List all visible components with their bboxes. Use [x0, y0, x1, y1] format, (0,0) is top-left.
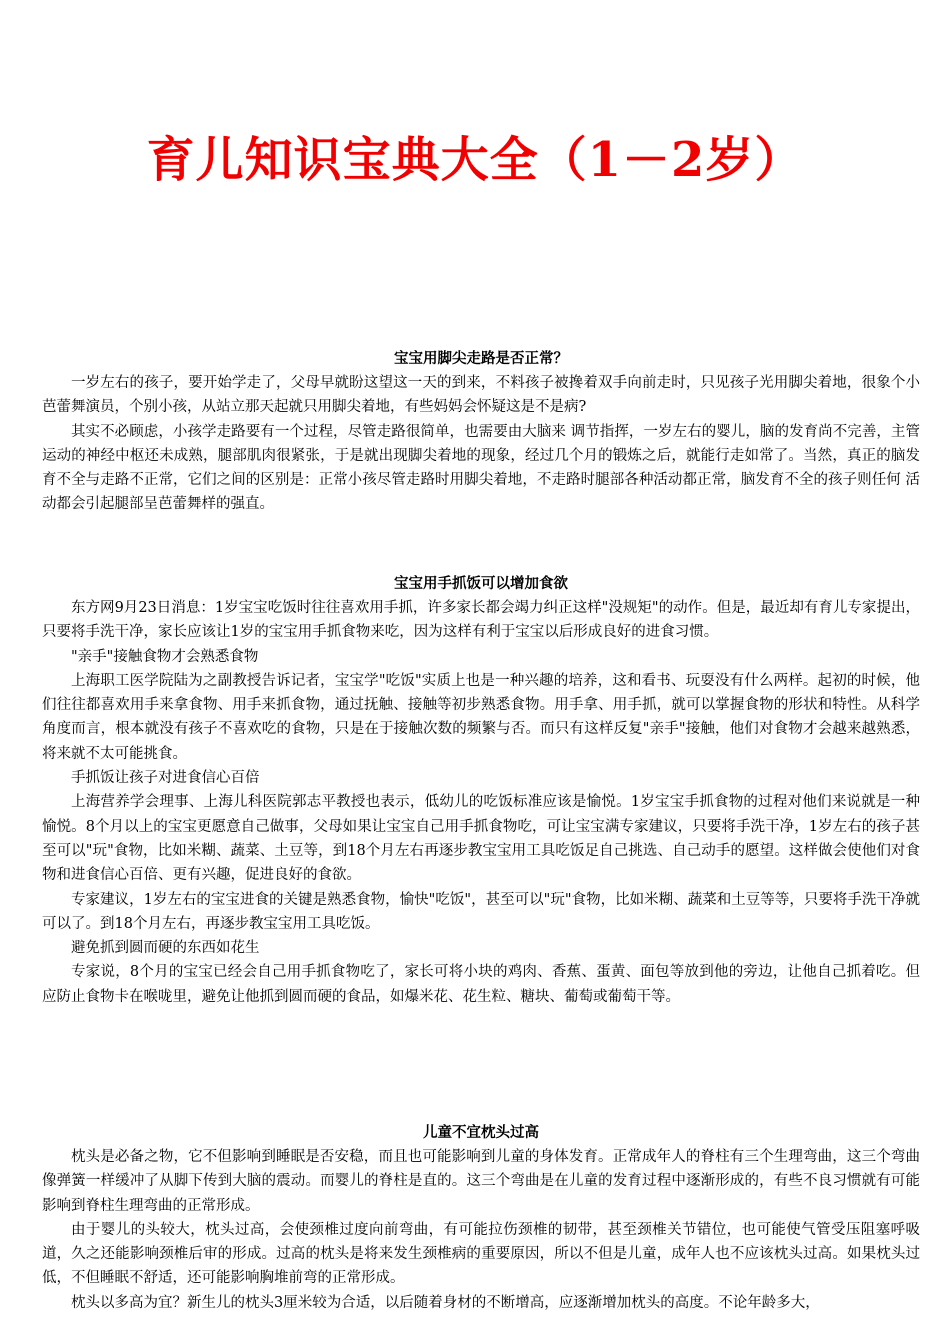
paragraph: 专家建议，1岁左右的宝宝进食的关键是熟悉食物，愉快"吃饭"，甚至可以"玩"食物，比如米糊、蔬菜和土豆等等，只要将手洗干净就可以了。到18个月左右，再逐步教宝宝用工具吃饭。: [42, 891, 920, 932]
paragraph: 上海营养学会理事、上海儿科医院郭志平教授也表示，低幼儿的吃饭标准应该是愉悦。1岁宝宝手抓食物的过程对他们来说就是一种愉悦。8个月以上的宝宝更愿意自己做事，父母如果让宝宝自己用手抓食物吃，可让宝宝满专家建议，只要将手洗干净，1岁左右的孩子甚至可以"玩"食物，比如米糊、蔬菜、土豆等，到18个月左右再逐步教宝宝用工具吃饭足自己挑选、自己动手的愿望。这样做会使他们对食物和进食信心百倍、更有兴趣，促进良好的食欲。: [42, 794, 920, 884]
paragraph: 枕头以多高为宜？新生儿的枕头3厘米较为合适，以后随着身材的不断增高，应逐渐增加枕头的高度。不论年龄多大，: [71, 1294, 820, 1311]
paragraph: 由于婴儿的头较大，枕头过高，会使颈椎过度向前弯曲，有可能拉伤颈椎的韧带，甚至颈椎关节错位，也可能使气管受压阻塞呼吸道，久之还能影响颈椎后审的形成。过高的枕头是将来发生颈椎病的重要原因，所以不但是儿童，成年人也不应该枕头过高。如果枕头过低，不但睡眠不舒适，还可能影响胸堆前弯的正常形成。: [42, 1221, 920, 1287]
section-heading: 儿童不宜枕头过高: [423, 1125, 539, 1141]
subheading: 避免抓到圆而硬的东西如花生: [71, 940, 260, 957]
paragraph: 其实不必顾虑，小孩学走路要有一个过程，尽管走路很简单，也需要由大脑来 调节指挥，一岁左右的婴儿，脑的发育尚不完善，主管运动的神经中枢还未成熟，腿部肌肉很紧张，于是就出现脚尖着地的现象，经过几个月的锻炼之后，就能行走如常了。当然，真正的脑发育不全与走路不正常，它们之间的区别是：正常小孩尽管走路时用脚尖着地，不走路时腿部各种活动都正常，脑发育不全的孩子则任何 活动都会引起腿部呈芭蕾舞样的强直。: [42, 423, 920, 513]
article-section: [42, 1122, 920, 1315]
subheading: "亲手"接触食物才会熟悉食物: [71, 648, 259, 665]
section-heading: 宝宝用手抓饭可以增加食欲: [394, 576, 568, 592]
paragraph: 专家说，8个月的宝宝已经会自己用手抓食物吃了，家长可将小块的鸡肉、香蕉、蛋黄、面包等放到他的旁边，让他自己抓着吃。但应防止食物卡在喉咙里，避免让他抓到圆而硬的食品，如爆米花、花生粒、糖块、葡萄或葡萄干等。: [42, 964, 920, 1005]
paragraph: 枕头是必备之物，它不但影响到睡眠是否安稳，而且也可能影响到儿童的身体发育。正常成年人的脊柱有三个生理弯曲，这三个弯曲像弹簧一样缓冲了从脚下传到大脑的震动。而婴儿的脊柱是直的。这三个弯曲是在儿童的发育过程中逐渐形成的，有些不良习惯就有可能影响到脊柱生理弯曲的正常形成。: [42, 1149, 920, 1214]
paragraph: 东方网9月23日消息：1岁宝宝吃饭时往往喜欢用手抓，许多家长都会竭力纠正这样"没规矩"的动作。但是，最近却有育儿专家提出，只要将手洗干净，家长应该让1岁的宝宝用手抓食物来吃，因为这样有利于宝宝以后形成良好的进食习惯。: [42, 600, 920, 641]
paragraph: 上海职工医学院陆为之副教授告诉记者，宝宝学"吃饭"实质上也是一种兴趣的培养，这和看书、玩耍没有什么两样。起初的时候，他们往往都喜欢用手来拿食物、用手来抓食物，通过抚触、接触等初步熟悉食物。用手拿、用手抓，就可以掌握食物的形状和特性。从科学角度而言，根本就没有孩子不喜欢吃的食物，只是在于接触次数的频繁与否。而只有这样反复"亲手"接触，他们对食物才会越来越熟悉，将来就不太可能挑食。: [42, 672, 920, 762]
section-heading: 宝宝用脚尖走路是否正常？: [394, 351, 568, 367]
article-section: [42, 573, 920, 1009]
subheading: 手抓饭让孩子对进食信心百倍: [71, 770, 260, 787]
paragraph: 一岁左右的孩子，要开始学走了，父母早就盼这望这一天的到来，不料孩子被搀着双手向前走时，只见孩子光用脚尖着地，很象个小芭蕾舞演员，个别小孩，从站立那天起就只用脚尖着地，有些妈妈会怀疑这是不是病?: [42, 375, 920, 416]
article-section: [42, 348, 920, 517]
document-title: 育儿知识宝典大全（1－2岁）: [146, 132, 804, 188]
